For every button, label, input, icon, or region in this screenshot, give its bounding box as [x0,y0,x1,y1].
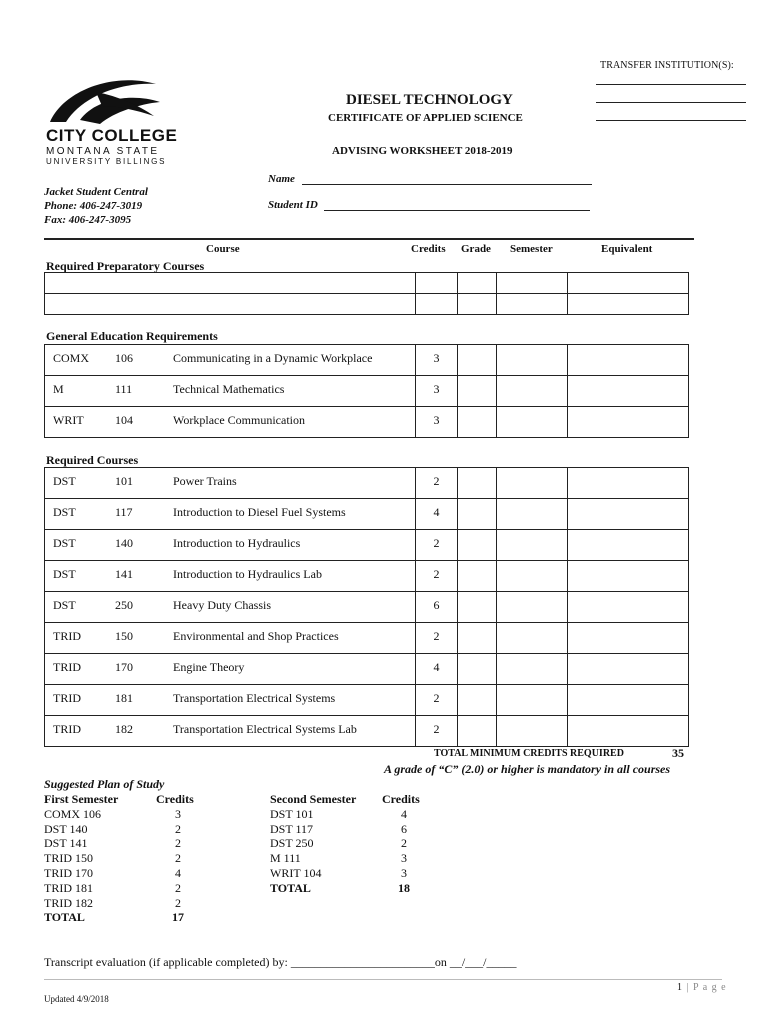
equivalent-cell[interactable] [568,273,689,294]
table-row [45,654,689,685]
table-row [45,716,689,747]
transcript-evaluation-line: Transcript evaluation (if applicable completed) by: ________________________on __/___/_____ [44,955,517,969]
credits-cell: 2 [416,468,458,499]
semester-cell[interactable] [497,468,568,499]
grade-cell[interactable] [458,530,497,561]
column-header-course: Course [206,243,240,255]
contact-info [44,185,148,227]
course-cell[interactable] [45,294,416,315]
advising-worksheet-heading: ADVISING WORKSHEET 2018-2019 [332,145,513,157]
course-cell[interactable] [45,592,416,623]
equivalent-cell[interactable] [568,654,689,685]
contact-phone: Phone: 406-247-3019 [44,200,143,212]
course-number: 104 [115,413,133,427]
plan-total-value: 18 [398,880,410,895]
course-number: 250 [115,598,133,612]
total-credits-label: TOTAL MINIMUM CREDITS REQUIRED [434,748,624,759]
list-item [270,866,426,881]
equivalent-cell[interactable] [568,468,689,499]
semester-cell[interactable] [497,623,568,654]
course-cell[interactable] [45,623,416,654]
course-cell[interactable] [45,468,416,499]
equivalent-cell[interactable] [568,294,689,315]
course-title: Technical Mathematics [173,382,285,396]
equivalent-cell[interactable] [568,716,689,747]
equivalent-cell[interactable] [568,685,689,716]
credits-cell: 2 [416,530,458,561]
first-semester-plan [44,792,200,925]
list-item [270,807,426,822]
plan-course: DST 250 [270,836,314,851]
section-heading-required: Required Courses [46,453,139,467]
transfer-institutions-label: TRANSFER INSTITUTION(S): [600,60,734,71]
list-item [44,896,200,911]
course-prefix: DST [53,567,76,581]
transfer-line-2[interactable] [596,102,746,103]
required-courses-table [44,467,689,747]
course-prefix: TRID [53,660,81,674]
course-number: 140 [115,536,133,550]
table-row [45,530,689,561]
grade-cell[interactable] [458,623,497,654]
semester-cell[interactable] [497,499,568,530]
column-header-equivalent: Equivalent [601,243,653,255]
course-title: Transportation Electrical Systems [173,691,336,705]
equivalent-cell[interactable] [568,345,689,376]
course-prefix: TRID [53,722,81,736]
plan-course: WRIT 104 [270,865,322,880]
footer-rule [44,979,722,980]
credits-cell: 6 [416,592,458,623]
grade-cell[interactable] [458,685,497,716]
logo-text-montana-state: MONTANA STATE [46,146,160,157]
credits-cell: 4 [416,499,458,530]
grade-cell[interactable] [458,468,497,499]
credits-cell[interactable] [416,294,458,315]
grade-requirement-note: A grade of “C” (2.0) or higher is mandatory in all courses [384,762,671,776]
list-item [270,822,426,837]
table-row [45,592,689,623]
plan-credits: 2 [175,836,181,851]
course-number: 117 [115,505,133,519]
total-credits-value: 35 [672,746,684,760]
course-prefix: DST [53,536,76,550]
list-item [44,807,200,822]
table-row [45,623,689,654]
course-title: Environmental and Shop Practices [173,629,339,643]
plan-semester-header: First Semester [44,792,119,806]
page-number-value: 1 [677,982,683,993]
plan-credits: 4 [401,806,407,821]
course-number: 141 [115,567,133,581]
list-item [44,866,200,881]
section-heading-preparatory: Required Preparatory Courses [46,259,205,273]
plan-semester-header: Second Semester [270,792,357,806]
grade-cell[interactable] [458,654,497,685]
course-prefix: M [53,382,64,396]
semester-cell[interactable] [497,407,568,438]
contact-office: Jacket Student Central [44,186,148,198]
credits-cell: 2 [416,716,458,747]
logo-text-city-college: CITY COLLEGE [46,126,178,145]
course-prefix: TRID [53,629,81,643]
column-header-credits: Credits [411,243,446,255]
course-cell[interactable] [45,273,416,294]
grade-cell[interactable] [458,273,497,294]
credits-cell: 3 [416,407,458,438]
course-title: Transportation Electrical Systems Lab [173,722,357,736]
column-header-semester: Semester [510,243,553,255]
course-number: 170 [115,660,133,674]
list-item [270,851,426,866]
equivalent-cell[interactable] [568,376,689,407]
semester-cell[interactable] [497,530,568,561]
course-cell[interactable] [45,376,416,407]
plan-total-label: TOTAL [44,910,85,925]
preparatory-table [44,272,689,315]
grade-cell[interactable] [458,407,497,438]
plan-of-study-title: Suggested Plan of Study [44,777,165,791]
plan-credits-header: Credits [156,792,194,806]
plan-total-value: 17 [172,910,184,925]
table-row [45,273,689,294]
course-cell[interactable] [45,499,416,530]
equivalent-cell[interactable] [568,407,689,438]
course-cell[interactable] [45,685,416,716]
grade-cell[interactable] [458,592,497,623]
table-row [45,345,689,376]
header-rule [44,238,694,240]
semester-cell[interactable] [497,654,568,685]
semester-cell[interactable] [497,685,568,716]
course-cell[interactable] [45,407,416,438]
name-label: Name [268,173,295,185]
course-title: Introduction to Hydraulics Lab [173,567,322,581]
page-number [677,982,727,993]
equivalent-cell[interactable] [568,530,689,561]
table-row [45,294,689,315]
plan-course: DST 117 [270,821,314,836]
plan-course: TRID 181 [44,880,93,895]
equivalent-cell[interactable] [568,592,689,623]
course-prefix: COMX [53,351,90,365]
plan-course: DST 141 [44,836,88,851]
plan-course: TRID 170 [44,865,93,880]
list-item [44,881,200,896]
grade-cell[interactable] [458,499,497,530]
semester-cell[interactable] [497,294,568,315]
course-number: 111 [115,382,133,396]
plan-credits-header: Credits [382,792,420,806]
credits-cell[interactable] [416,273,458,294]
course-title: Introduction to Diesel Fuel Systems [173,505,346,519]
plan-total-label: TOTAL [270,880,311,895]
course-number: 181 [115,691,133,705]
grade-cell[interactable] [458,561,497,592]
table-row [45,376,689,407]
plan-course: M 111 [270,851,301,866]
course-title: Heavy Duty Chassis [173,598,271,612]
course-prefix: DST [53,474,76,488]
plan-course: DST 140 [44,821,88,836]
equivalent-cell[interactable] [568,499,689,530]
plan-credits: 3 [401,851,407,866]
course-title: Communicating in a Dynamic Workplace [173,351,373,365]
plan-credits: 6 [401,821,407,836]
second-semester-plan [270,792,426,896]
course-cell[interactable] [45,530,416,561]
semester-cell[interactable] [497,273,568,294]
credits-cell: 2 [416,561,458,592]
page-word: | P a g e [686,982,727,993]
plan-course: DST 101 [270,806,314,821]
plan-course: TRID 182 [44,895,93,910]
grade-cell[interactable] [458,376,497,407]
course-number: 106 [115,351,133,365]
updated-date: Updated 4/9/2018 [44,994,109,1004]
transfer-line-3[interactable] [596,120,746,121]
list-item [270,836,426,851]
course-number: 150 [115,629,133,643]
logo-text-university: UNIVERSITY BILLINGS [46,157,167,166]
list-item [44,836,200,851]
semester-cell[interactable] [497,561,568,592]
credits-cell: 3 [416,345,458,376]
course-prefix: WRIT [53,413,84,427]
course-cell[interactable] [45,561,416,592]
grade-cell[interactable] [458,345,497,376]
table-row [45,561,689,592]
course-title: Introduction to Hydraulics [173,536,301,550]
list-item [44,851,200,866]
semester-cell[interactable] [497,376,568,407]
plan-course: COMX 106 [44,806,102,821]
course-cell[interactable] [45,345,416,376]
plan-credits: 2 [401,836,407,851]
section-heading-gen-ed: General Education Requirements [46,329,218,343]
contact-fax: Fax: 406-247-3095 [44,214,132,226]
list-item [44,822,200,837]
course-title: Workplace Communication [173,413,305,427]
table-row [45,468,689,499]
grade-cell[interactable] [458,716,497,747]
course-prefix: DST [53,598,76,612]
student-id-field[interactable] [324,210,590,211]
credits-cell: 4 [416,654,458,685]
course-number: 101 [115,474,133,488]
course-prefix: DST [53,505,76,519]
equivalent-cell[interactable] [568,623,689,654]
grade-cell[interactable] [458,294,497,315]
plan-credits: 2 [175,851,181,866]
student-id-label: Student ID [268,199,318,211]
course-cell[interactable] [45,716,416,747]
column-header-grade: Grade [461,243,491,255]
credits-cell: 2 [416,685,458,716]
credits-cell: 3 [416,376,458,407]
semester-cell[interactable] [497,345,568,376]
semester-cell[interactable] [497,592,568,623]
course-title: Engine Theory [173,660,245,674]
plan-credits: 2 [175,895,181,910]
plan-credits: 3 [401,865,407,880]
plan-credits: 2 [175,821,181,836]
table-row [45,407,689,438]
course-cell[interactable] [45,654,416,685]
course-prefix: TRID [53,691,81,705]
credits-cell: 2 [416,623,458,654]
semester-cell[interactable] [497,716,568,747]
page-subtitle: CERTIFICATE OF APPLIED SCIENCE [328,112,523,124]
course-title: Power Trains [173,474,237,488]
course-number: 182 [115,722,133,736]
plan-credits: 3 [175,806,181,821]
gen-ed-table [44,344,689,438]
plan-credits: 2 [175,880,181,895]
table-row [45,499,689,530]
name-field[interactable] [302,184,592,185]
plan-course: TRID 150 [44,851,93,866]
page-title: DIESEL TECHNOLOGY [346,92,513,108]
transfer-line-1[interactable] [596,84,746,85]
table-row [45,685,689,716]
equivalent-cell[interactable] [568,561,689,592]
plan-credits: 4 [175,865,181,880]
